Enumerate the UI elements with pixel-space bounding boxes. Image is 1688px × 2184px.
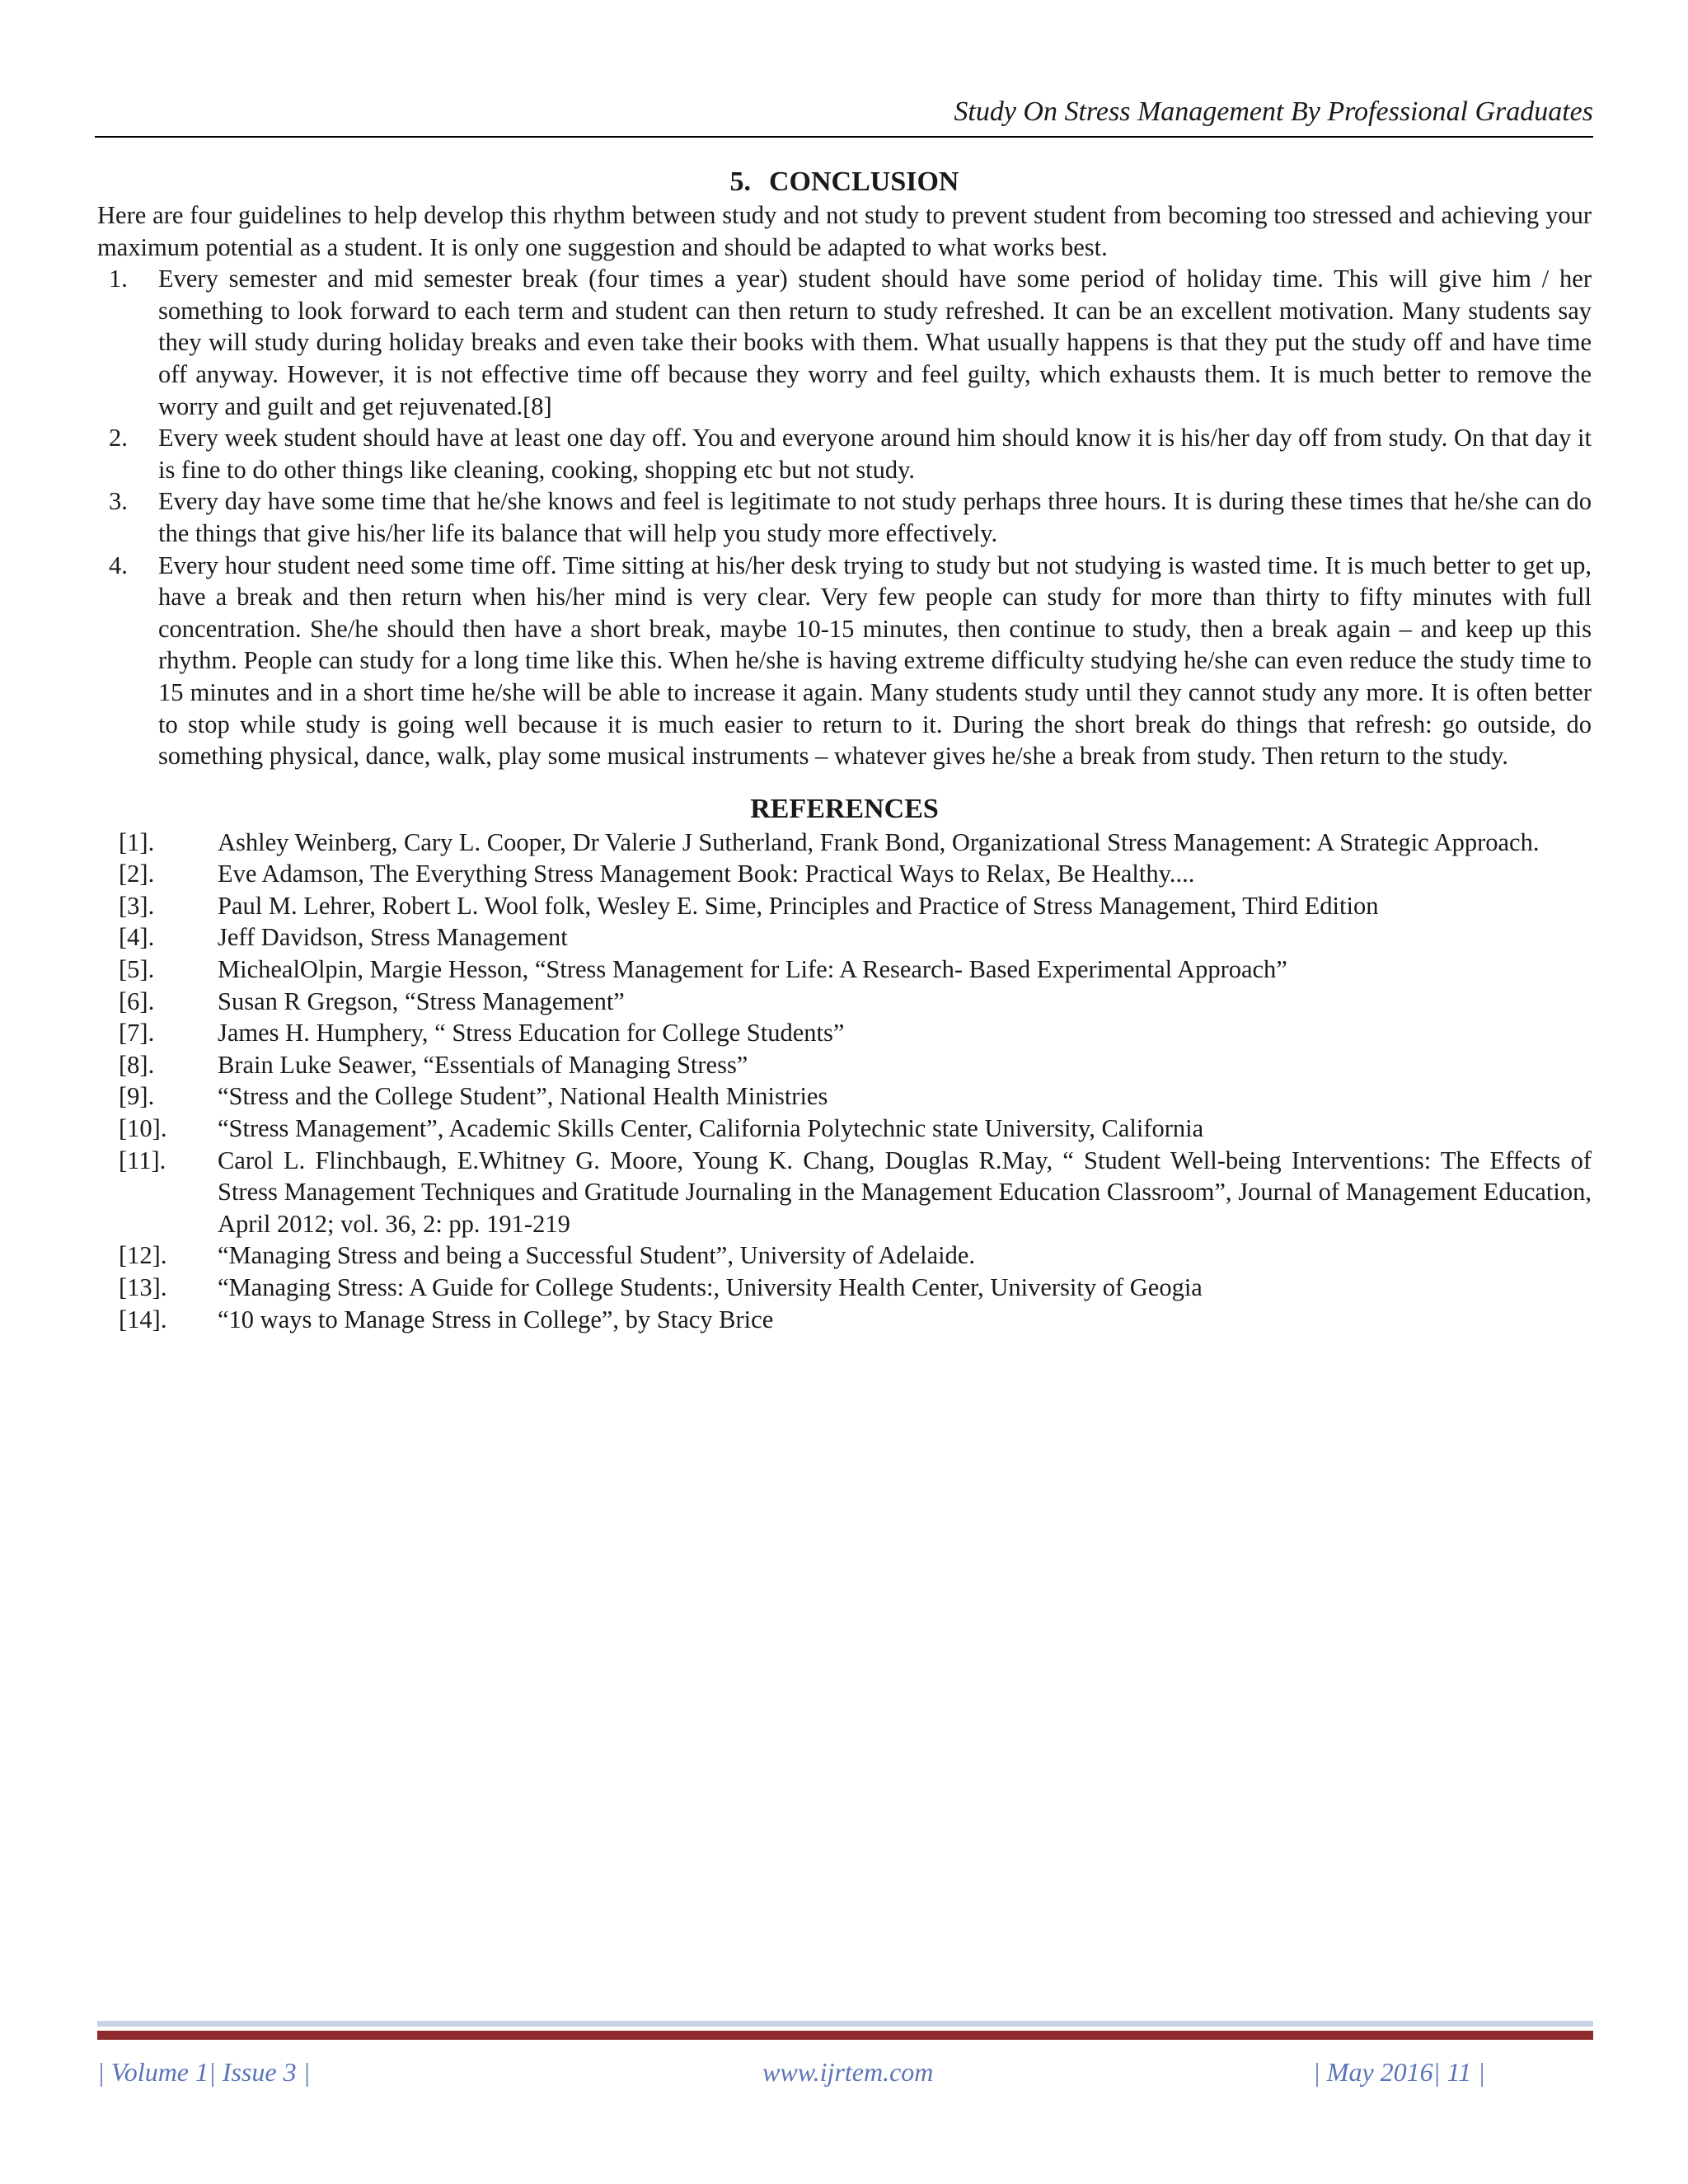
reference-item	[97, 1049, 1592, 1081]
reference-item	[97, 1080, 1592, 1113]
reference-text: Susan R Gregson, “Stress Management”	[218, 987, 625, 1015]
reference-marker: [14].	[119, 1305, 167, 1333]
references-heading: REFERENCES	[750, 793, 939, 824]
page-content	[97, 165, 1592, 1335]
page-footer	[97, 2054, 1593, 2090]
reference-item	[97, 827, 1592, 859]
list-marker: 1.	[109, 265, 128, 293]
reference-marker: [8].	[119, 1050, 155, 1079]
reference-text: Paul M. Lehrer, Robert L. Wool folk, Wesley E. Sime, Principles and Practice of Stress Management, Third Edition	[218, 891, 1379, 920]
reference-item	[97, 1240, 1592, 1272]
list-item	[97, 485, 1592, 549]
reference-marker: [2].	[119, 860, 155, 888]
references-list	[97, 827, 1592, 1336]
footer-date-page: | May 2016| 11 |	[1313, 2057, 1485, 2087]
list-item	[97, 263, 1592, 422]
footer-divider-light	[97, 2021, 1593, 2027]
list-marker: 4.	[109, 551, 128, 579]
running-header: Study On Stress Management By Professional Graduates	[954, 96, 1593, 127]
reference-text: Carol L. Flinchbaugh, E.Whitney G. Moore, Young K. Chang, Douglas R.May, “ Student Well-being Interventions: The Effects of Stress Management Techniques and Gratitude Journaling in the Management Education Classroom”, Journal of Management Education, April 2012; vol. 36, 2: pp. 191-219	[218, 1146, 1592, 1238]
conclusion-intro: Here are four guidelines to help develop this rhythm between study and not study to prevent student from becoming too stressed and achieving your maximum potential as a student. It is only one suggestion and should be adapted to what works best.	[97, 201, 1592, 261]
list-item	[97, 422, 1592, 485]
list-marker: 2.	[109, 424, 128, 452]
section-title: CONCLUSION	[769, 166, 959, 197]
reference-text: “Managing Stress: A Guide for College Students:, University Health Center, University of Geogia	[218, 1273, 1203, 1301]
footer-volume-issue: | Volume 1| Issue 3 |	[97, 2057, 311, 2087]
reference-marker: [12].	[119, 1241, 167, 1270]
reference-text: “10 ways to Manage Stress in College”, by Stacy Brice	[218, 1305, 774, 1333]
reference-text: Ashley Weinberg, Cary L. Cooper, Dr Valerie J Sutherland, Frank Bond, Organizational Stress Management: A Strategic Approach.	[218, 827, 1540, 856]
reference-text: Brain Luke Seawer, “Essentials of Managing Stress”	[218, 1050, 748, 1079]
reference-item	[97, 858, 1592, 890]
reference-text: James H. Humphery, “ Stress Education for College Students”	[218, 1019, 845, 1047]
reference-text: Jeff Davidson, Stress Management	[218, 923, 568, 952]
list-item-text: Every hour student need some time off. Time sitting at his/her desk trying to study but not studying is wasted time. It is much better to get up, have a break and then return when his/her mind is very clear. Very few people can study for more than thirty to fifty minutes with full concentration. She/he should then have a short break, maybe 10-15 minutes, then continue to study, then a break again – and keep up this rhythm. People can study for a long time like this. When he/she is having extreme difficulty studying he/she can even reduce the study time to 15 minutes and in a short time he/she will be able to increase it again. Many students study until they cannot study any more. It is often better to stop while study is going well because it is much easier to return to it. During the short break do things that refresh: go outside, do something physical, dance, walk, play some musical instruments – whatever gives he/she a break from study. Then return to the study.	[158, 551, 1592, 771]
section-number: 5.	[729, 166, 751, 197]
reference-marker: [5].	[119, 955, 155, 984]
reference-marker: [4].	[119, 923, 155, 952]
reference-item	[97, 1113, 1592, 1145]
reference-marker: [13].	[119, 1273, 167, 1301]
reference-marker: [3].	[119, 891, 155, 920]
conclusion-heading	[97, 165, 1592, 199]
reference-text: MichealOlpin, Margie Hesson, “Stress Management for Life: A Research- Based Experimental Approach”	[218, 955, 1287, 984]
reference-text: “Stress Management”, Academic Skills Center, California Polytechnic state University, California	[218, 1114, 1204, 1143]
reference-marker: [6].	[119, 987, 155, 1015]
footer-website-link[interactable]: www.ijrtem.com	[762, 2057, 934, 2087]
reference-marker: [7].	[119, 1019, 155, 1047]
list-item-text: Every day have some time that he/she knows and feel is legitimate to not study perhaps three hours. It is during these times that he/she can do the things that give his/her life its balance that will help you study more effectively.	[158, 487, 1592, 547]
reference-marker: [11].	[119, 1146, 166, 1174]
reference-text: Eve Adamson, The Everything Stress Management Book: Practical Ways to Relax, Be Healthy....	[218, 860, 1195, 888]
reference-item	[97, 986, 1592, 1018]
reference-item	[97, 1145, 1592, 1240]
reference-item	[97, 954, 1592, 986]
list-item-text: Every week student should have at least one day off. You and everyone around him should know it is his/her day off from study. On that day it is fine to do other things like cleaning, cooking, shopping etc but not study.	[158, 424, 1592, 484]
reference-item	[97, 1017, 1592, 1049]
reference-marker: [9].	[119, 1082, 155, 1111]
reference-item	[97, 921, 1592, 954]
list-item	[97, 550, 1592, 772]
reference-marker: [10].	[119, 1114, 167, 1143]
reference-item	[97, 890, 1592, 922]
reference-text: “Stress and the College Student”, National Health Ministries	[218, 1082, 828, 1111]
footer-divider-dark	[97, 2031, 1593, 2040]
reference-item	[97, 1304, 1592, 1336]
reference-text: “Managing Stress and being a Successful Student”, University of Adelaide.	[218, 1241, 976, 1270]
reference-marker: [1].	[119, 827, 155, 856]
reference-item	[97, 1272, 1592, 1304]
guidelines-list	[97, 263, 1592, 772]
header-divider	[95, 136, 1593, 138]
list-item-text: Every semester and mid semester break (four times a year) student should have some period of holiday time. This will give him / her something to look forward to each term and student can then return to study refreshed. It can be an excellent motivation. Many students say they will study during holiday breaks and even take their books with them. What usually happens is that they put the study off and have time off anyway. However, it is not effective time off because they worry and feel guilty, which exhausts them. It is much better to remove the worry and guilt and get rejuvenated.[8]	[158, 265, 1592, 420]
list-marker: 3.	[109, 487, 128, 516]
